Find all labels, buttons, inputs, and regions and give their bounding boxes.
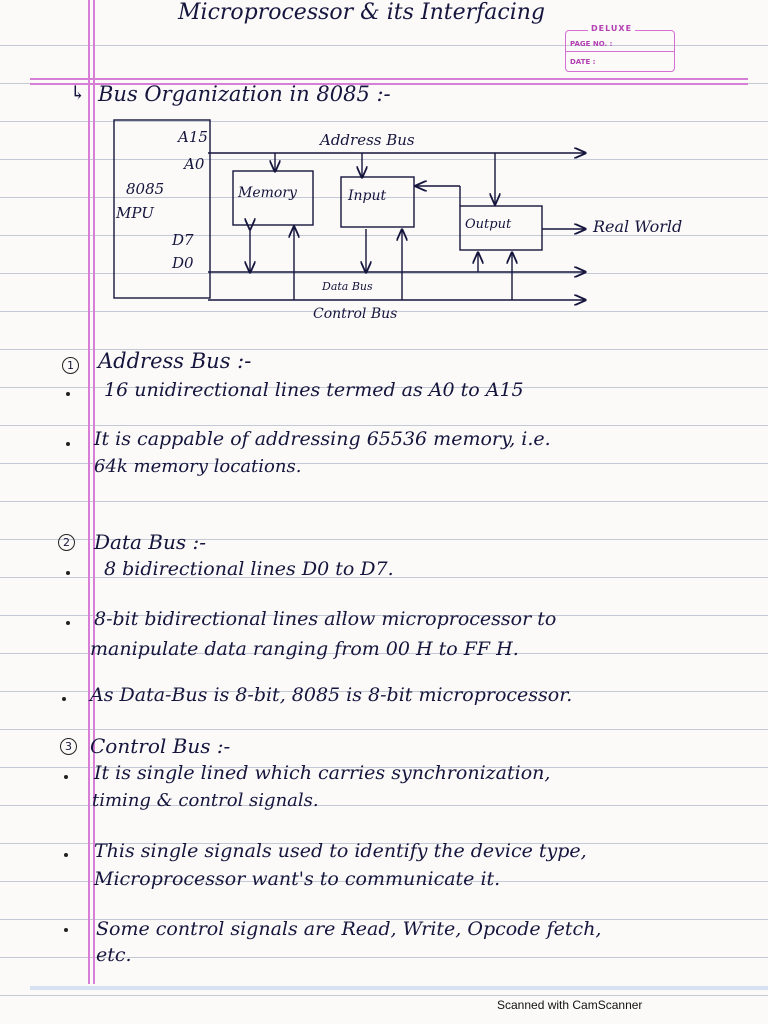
data-bus-point-3: As Data-Bus is 8-bit, 8085 is 8-bit microprocessor. bbox=[90, 684, 573, 706]
address-bus-point-2-line-2: 64k memory locations. bbox=[94, 456, 302, 477]
item-number-3: 3 bbox=[60, 738, 77, 755]
data-bus-point-2-line-2: manipulate data ranging from 00 H to FF H. bbox=[90, 638, 519, 660]
data-bus-heading: Data Bus :- bbox=[94, 530, 206, 554]
data-bus-point-1: 8 bidirectional lines D0 to D7. bbox=[104, 558, 394, 580]
output-label: Output bbox=[465, 217, 512, 232]
pin-d0: D0 bbox=[172, 254, 194, 272]
memory-label: Memory bbox=[238, 185, 297, 201]
pin-a0: A0 bbox=[184, 155, 205, 173]
pin-a15: A15 bbox=[178, 128, 208, 146]
scanner-watermark: Scanned with CamScanner bbox=[497, 998, 643, 1012]
data-bus-label: Data Bus bbox=[322, 280, 373, 293]
control-bus-point-3-line-1: Some control signals are Read, Write, Opcode fetch, bbox=[96, 918, 602, 940]
input-label: Input bbox=[348, 188, 387, 204]
arrow-glyph: ↳ bbox=[70, 82, 86, 104]
data-bus-point-2-line-1: 8-bit bidirectional lines allow microprocessor to bbox=[94, 608, 557, 630]
mpu-number: 8085 bbox=[126, 180, 165, 198]
address-bus-point-1: 16 unidirectional lines termed as A0 to A15 bbox=[104, 379, 524, 401]
control-bus-heading: Control Bus :- bbox=[90, 734, 231, 758]
bullet bbox=[62, 697, 66, 701]
item-number-1: 1 bbox=[62, 357, 79, 374]
section-heading: Bus Organization in 8085 :- bbox=[98, 82, 391, 106]
pin-d7: D7 bbox=[172, 231, 194, 249]
mpu-label: MPU bbox=[116, 204, 154, 222]
address-bus-heading: Address Bus :- bbox=[98, 349, 252, 373]
control-bus-label: Control Bus bbox=[313, 306, 398, 322]
page-no-label: PAGE NO. : bbox=[570, 40, 613, 48]
date-label: DATE : bbox=[570, 58, 596, 66]
bullet bbox=[66, 621, 70, 625]
address-bus-point-2-line-1: It is cappable of addressing 65536 memory, i.e. bbox=[94, 428, 551, 450]
control-bus-point-1-line-1: It is single lined which carries synchronization, bbox=[94, 762, 551, 784]
page-title: Microprocessor & its Interfacing bbox=[178, 0, 546, 25]
page-edge bbox=[30, 986, 768, 990]
pad-brand: DELUXE bbox=[588, 24, 635, 33]
bullet bbox=[66, 442, 70, 446]
bullet bbox=[66, 571, 70, 575]
bullet bbox=[64, 853, 68, 857]
real-world-label: Real World bbox=[593, 217, 683, 236]
control-bus-point-1-line-2: timing & control signals. bbox=[92, 790, 319, 811]
bullet bbox=[64, 928, 68, 932]
control-bus-point-2-line-1: This single signals used to identify the device type, bbox=[94, 840, 587, 862]
control-bus-point-2-line-2: Microprocessor want's to communicate it. bbox=[94, 868, 501, 890]
item-number-2: 2 bbox=[58, 534, 75, 551]
bullet bbox=[64, 775, 68, 779]
control-bus-point-3-line-2: etc. bbox=[96, 944, 132, 966]
bullet bbox=[66, 392, 70, 396]
address-bus-label: Address Bus bbox=[320, 131, 415, 149]
